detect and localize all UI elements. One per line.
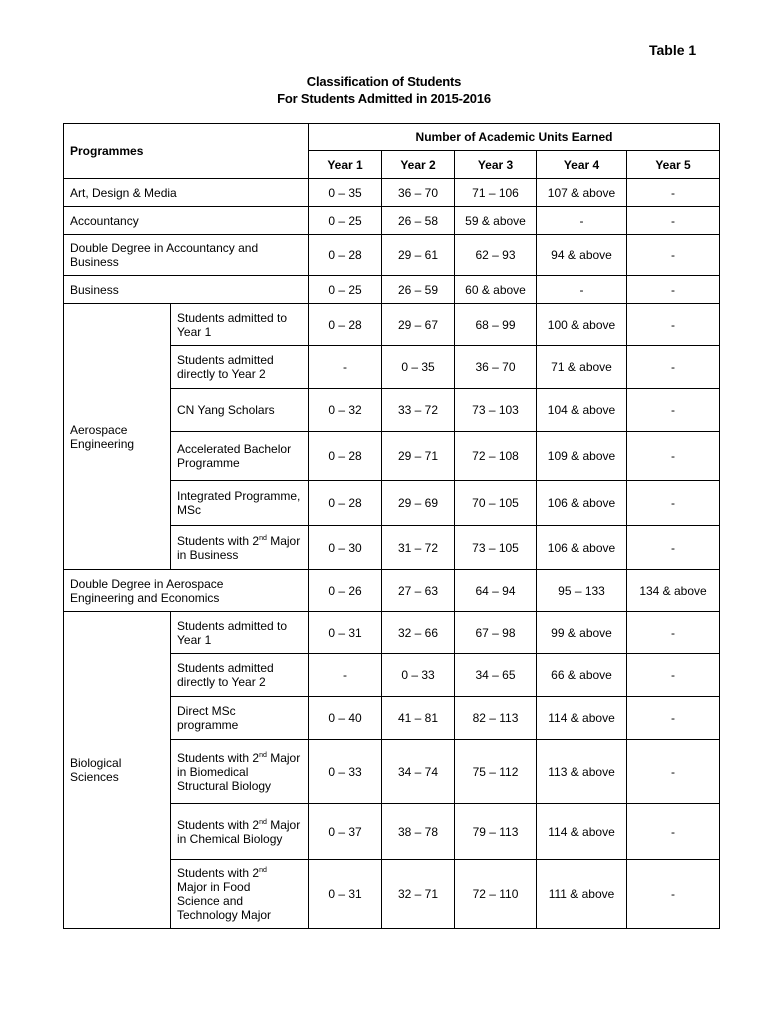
sub-programme-name: Integrated Programme, MSc [171,481,309,526]
table-number: Table 1 [649,42,697,58]
units-earned-header: Number of Academic Units Earned [309,124,720,151]
table-row [64,179,720,207]
units-cell: - [627,389,720,432]
table-row [64,304,720,346]
sub-programme-name: Students admitted to Year 1 [171,304,309,346]
units-cell: - [627,276,720,304]
units-cell: 106 & above [537,526,627,570]
units-cell: 66 & above [537,654,627,697]
units-cell: - [537,207,627,235]
units-cell: 33 – 72 [382,389,455,432]
units-cell: 29 – 71 [382,432,455,481]
year-header: Year 4 [537,151,627,179]
programme-name: Aerospace Engineering [64,304,171,570]
label-sup: nd [259,534,267,542]
units-cell: 0 – 32 [309,389,382,432]
units-cell: 71 & above [537,346,627,389]
programme-name [64,235,309,276]
units-cell: 68 – 99 [455,304,537,346]
sub-programme-name [171,526,309,570]
units-cell: 75 – 112 [455,740,537,804]
units-cell: 99 & above [537,612,627,654]
units-cell: 109 & above [537,432,627,481]
header-row-1 [64,124,720,151]
units-cell: 0 – 37 [309,804,382,860]
sub-programme-name [171,804,309,860]
units-cell: 0 – 28 [309,481,382,526]
sub-programme-name-text [177,866,287,922]
units-cell: - [627,481,720,526]
label-pre: Students with 2 [177,533,260,548]
units-cell: 62 – 93 [455,235,537,276]
units-cell: 36 – 70 [455,346,537,389]
units-cell: 67 – 98 [455,612,537,654]
sub-programme-name: Accelerated Bachelor Programme [171,432,309,481]
units-cell: 0 – 30 [309,526,382,570]
units-cell: 0 – 26 [309,570,382,612]
sub-programme-name-text: Direct MSc programme [177,704,239,732]
units-cell: - [627,526,720,570]
units-cell: 0 – 25 [309,276,382,304]
sub-programme-name: CN Yang Scholars [171,389,309,432]
label-sup: nd [259,751,267,759]
units-cell: 34 – 65 [455,654,537,697]
units-cell: 70 – 105 [455,481,537,526]
units-cell: 0 – 35 [382,346,455,389]
units-cell: 0 – 25 [309,207,382,235]
sub-programme-name: Students admitted directly to Year 2 [171,346,309,389]
units-cell: - [627,697,720,740]
classification-table [63,123,720,929]
sub-programme-name [171,860,309,929]
units-cell: 34 – 74 [382,740,455,804]
units-cell: - [537,276,627,304]
programme-name [64,570,309,612]
units-cell: - [627,432,720,481]
year-header: Year 2 [382,151,455,179]
units-cell: - [309,654,382,697]
units-cell: 32 – 71 [382,860,455,929]
label-post: Major in Biomedical Structural Biology [177,750,301,793]
units-cell: - [627,654,720,697]
units-cell: 29 – 67 [382,304,455,346]
units-cell: 72 – 110 [455,860,537,929]
year-header: Year 3 [455,151,537,179]
units-cell: - [627,612,720,654]
units-cell: 114 & above [537,804,627,860]
units-cell: - [627,804,720,860]
units-cell: 114 & above [537,697,627,740]
label-pre: Students with 2 [177,750,260,765]
units-cell: - [627,179,720,207]
units-cell: 32 – 66 [382,612,455,654]
label-pre: Students with 2 [177,817,260,832]
units-cell: 134 & above [627,570,720,612]
units-cell: 26 – 58 [382,207,455,235]
units-cell: 0 – 28 [309,235,382,276]
programme-name: Accountancy [64,207,309,235]
units-cell: 36 – 70 [382,179,455,207]
label-post: Major in Business [177,533,301,562]
units-cell: 0 – 31 [309,612,382,654]
programme-name: Art, Design & Media [64,179,309,207]
units-cell: 59 & above [455,207,537,235]
sub-programme-name: Students admitted to Year 1 [171,612,309,654]
title-line-1: Classification of Students [306,74,462,89]
units-cell: 60 & above [455,276,537,304]
units-cell: 0 – 28 [309,304,382,346]
sub-programme-name [171,697,309,740]
units-cell: 31 – 72 [382,526,455,570]
units-cell: - [627,207,720,235]
units-cell: 73 – 105 [455,526,537,570]
table-row [64,207,720,235]
table-row [64,612,720,654]
units-cell: 95 – 133 [537,570,627,612]
year-header: Year 5 [627,151,720,179]
units-cell: 113 & above [537,740,627,804]
units-cell: 29 – 61 [382,235,455,276]
units-cell: 71 – 106 [455,179,537,207]
units-cell: 0 – 35 [309,179,382,207]
units-cell: 0 – 33 [309,740,382,804]
units-cell: - [627,304,720,346]
programme-name-text: Double Degree in Aerospace Engineering and Economics [70,576,224,605]
units-cell: 106 & above [537,481,627,526]
year-header: Year 1 [309,151,382,179]
table-row [64,235,720,276]
document-title [0,73,768,107]
table-row [64,276,720,304]
sub-programme-name [171,740,309,804]
units-cell: - [309,346,382,389]
label-post: Major in Food Science and Technology Major [177,880,272,922]
units-cell: 29 – 69 [382,481,455,526]
label-sup: nd [259,867,267,874]
units-cell: 79 – 113 [455,804,537,860]
units-cell: - [627,235,720,276]
units-cell: 38 – 78 [382,804,455,860]
units-cell: 73 – 103 [455,389,537,432]
units-cell: - [627,740,720,804]
title-line-2: For Students Admitted in 2015-2016 [277,91,491,106]
units-cell: 104 & above [537,389,627,432]
sub-programme-name: Students admitted directly to Year 2 [171,654,309,697]
programmes-header: Programmes [64,124,309,179]
units-cell: 72 – 108 [455,432,537,481]
units-cell: - [627,346,720,389]
units-cell: 0 – 40 [309,697,382,740]
units-cell: 27 – 63 [382,570,455,612]
units-cell: 0 – 33 [382,654,455,697]
units-cell: 64 – 94 [455,570,537,612]
programme-name: Business [64,276,309,304]
table-row [64,570,720,612]
units-cell: 111 & above [537,860,627,929]
units-cell: 26 – 59 [382,276,455,304]
units-cell: 100 & above [537,304,627,346]
label-pre: Students with 2 [177,866,260,880]
units-cell: - [627,860,720,929]
units-cell: 0 – 28 [309,432,382,481]
label-post: Major in Chemical Biology [177,817,301,846]
units-cell: 107 & above [537,179,627,207]
programme-name-text: Double Degree in Accountancy and Business [70,241,259,269]
programme-name: Biological Sciences [64,612,171,929]
units-cell: 82 – 113 [455,697,537,740]
units-cell: 0 – 31 [309,860,382,929]
units-cell: 94 & above [537,235,627,276]
units-cell: 41 – 81 [382,697,455,740]
label-sup: nd [259,818,267,826]
